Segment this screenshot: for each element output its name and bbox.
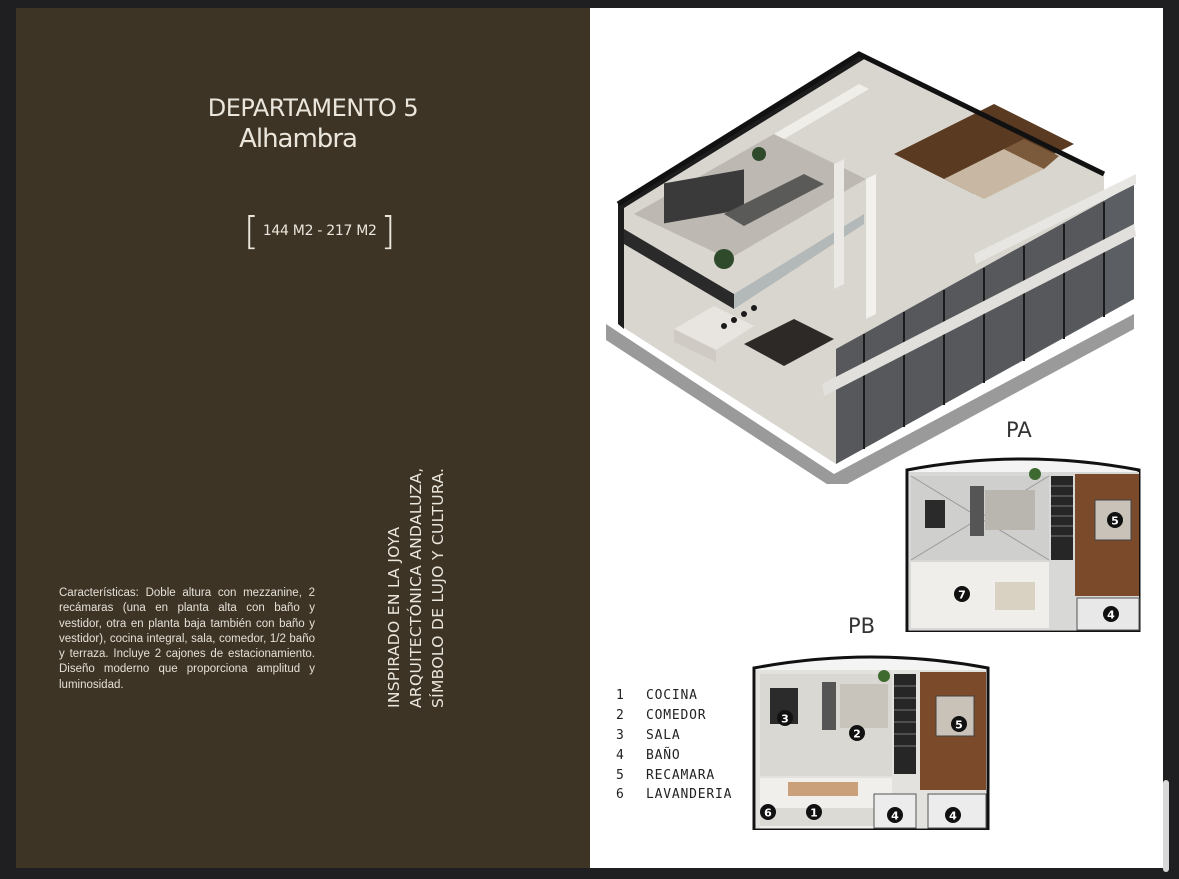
page-subtitle: Alhambra [239, 124, 357, 154]
legend-item [616, 706, 732, 726]
svg-text:1: 1 [810, 806, 818, 820]
svg-text:6: 6 [764, 806, 772, 820]
legend-number: 3 [616, 727, 625, 743]
legend-number: 4 [616, 747, 625, 763]
legend-label: COCINA [646, 688, 698, 704]
legend-label: LAVANDERIA [646, 787, 733, 803]
legend-label: COMEDOR [646, 708, 707, 724]
left-bracket-icon: [ [244, 209, 259, 253]
upper-plan-label: PA [1006, 418, 1032, 442]
area-text: 144 M2 - 217 M2 [262, 223, 377, 239]
legend-number: 1 [616, 688, 625, 704]
legend-number: 5 [616, 767, 625, 783]
tagline [383, 448, 449, 708]
isometric-render [604, 44, 1144, 484]
scrollbar-thumb[interactable] [1163, 780, 1169, 872]
legend-number: 6 [616, 787, 625, 803]
legend-item [616, 765, 732, 785]
right-bracket-icon: ] [380, 209, 396, 253]
info-panel [16, 8, 590, 868]
lower-floor-plan [752, 648, 990, 830]
svg-text:5: 5 [1111, 514, 1119, 528]
window-frame [0, 0, 1179, 8]
legend-item [616, 686, 732, 706]
tagline-line: INSPIRADO EN LA JOYA [385, 526, 403, 708]
svg-text:4: 4 [1107, 608, 1115, 622]
svg-text:3: 3 [781, 712, 789, 726]
svg-text:4: 4 [949, 809, 957, 823]
plans-panel [590, 8, 1163, 868]
legend-item [616, 785, 732, 805]
room-legend [616, 686, 732, 805]
legend-item [616, 745, 732, 765]
page-title: DEPARTAMENTO 5 [207, 94, 419, 122]
upper-floor-plan [905, 450, 1141, 632]
svg-text:7: 7 [958, 588, 966, 602]
svg-text:2: 2 [853, 727, 861, 741]
svg-text:5: 5 [955, 718, 963, 732]
features-description: Características: Doble altura con mezzanine, 2 recámaras (una en planta alta con baño y vestidor, otra en planta baja también con baño y vestidor), cocina integral, sala, comedor, 1/2 baño y terraza. Incluye 2 cajones de estacionamiento. Diseño moderno que proporciona amplitud y luminosidad. [59, 587, 315, 691]
tagline-line: SÍMBOLO DE LUJO Y CULTURA. [429, 467, 447, 708]
legend-label: SALA [646, 727, 681, 743]
legend-label: BAÑO [646, 747, 681, 763]
legend-item [616, 726, 732, 746]
area-range [244, 209, 396, 253]
svg-text:4: 4 [891, 809, 899, 823]
lower-plan-label: PB [848, 614, 876, 638]
tagline-line: ARQUITECTÓNICA ANDALUZA, [407, 467, 425, 708]
legend-number: 2 [616, 708, 625, 724]
legend-label: RECAMARA [646, 767, 716, 783]
